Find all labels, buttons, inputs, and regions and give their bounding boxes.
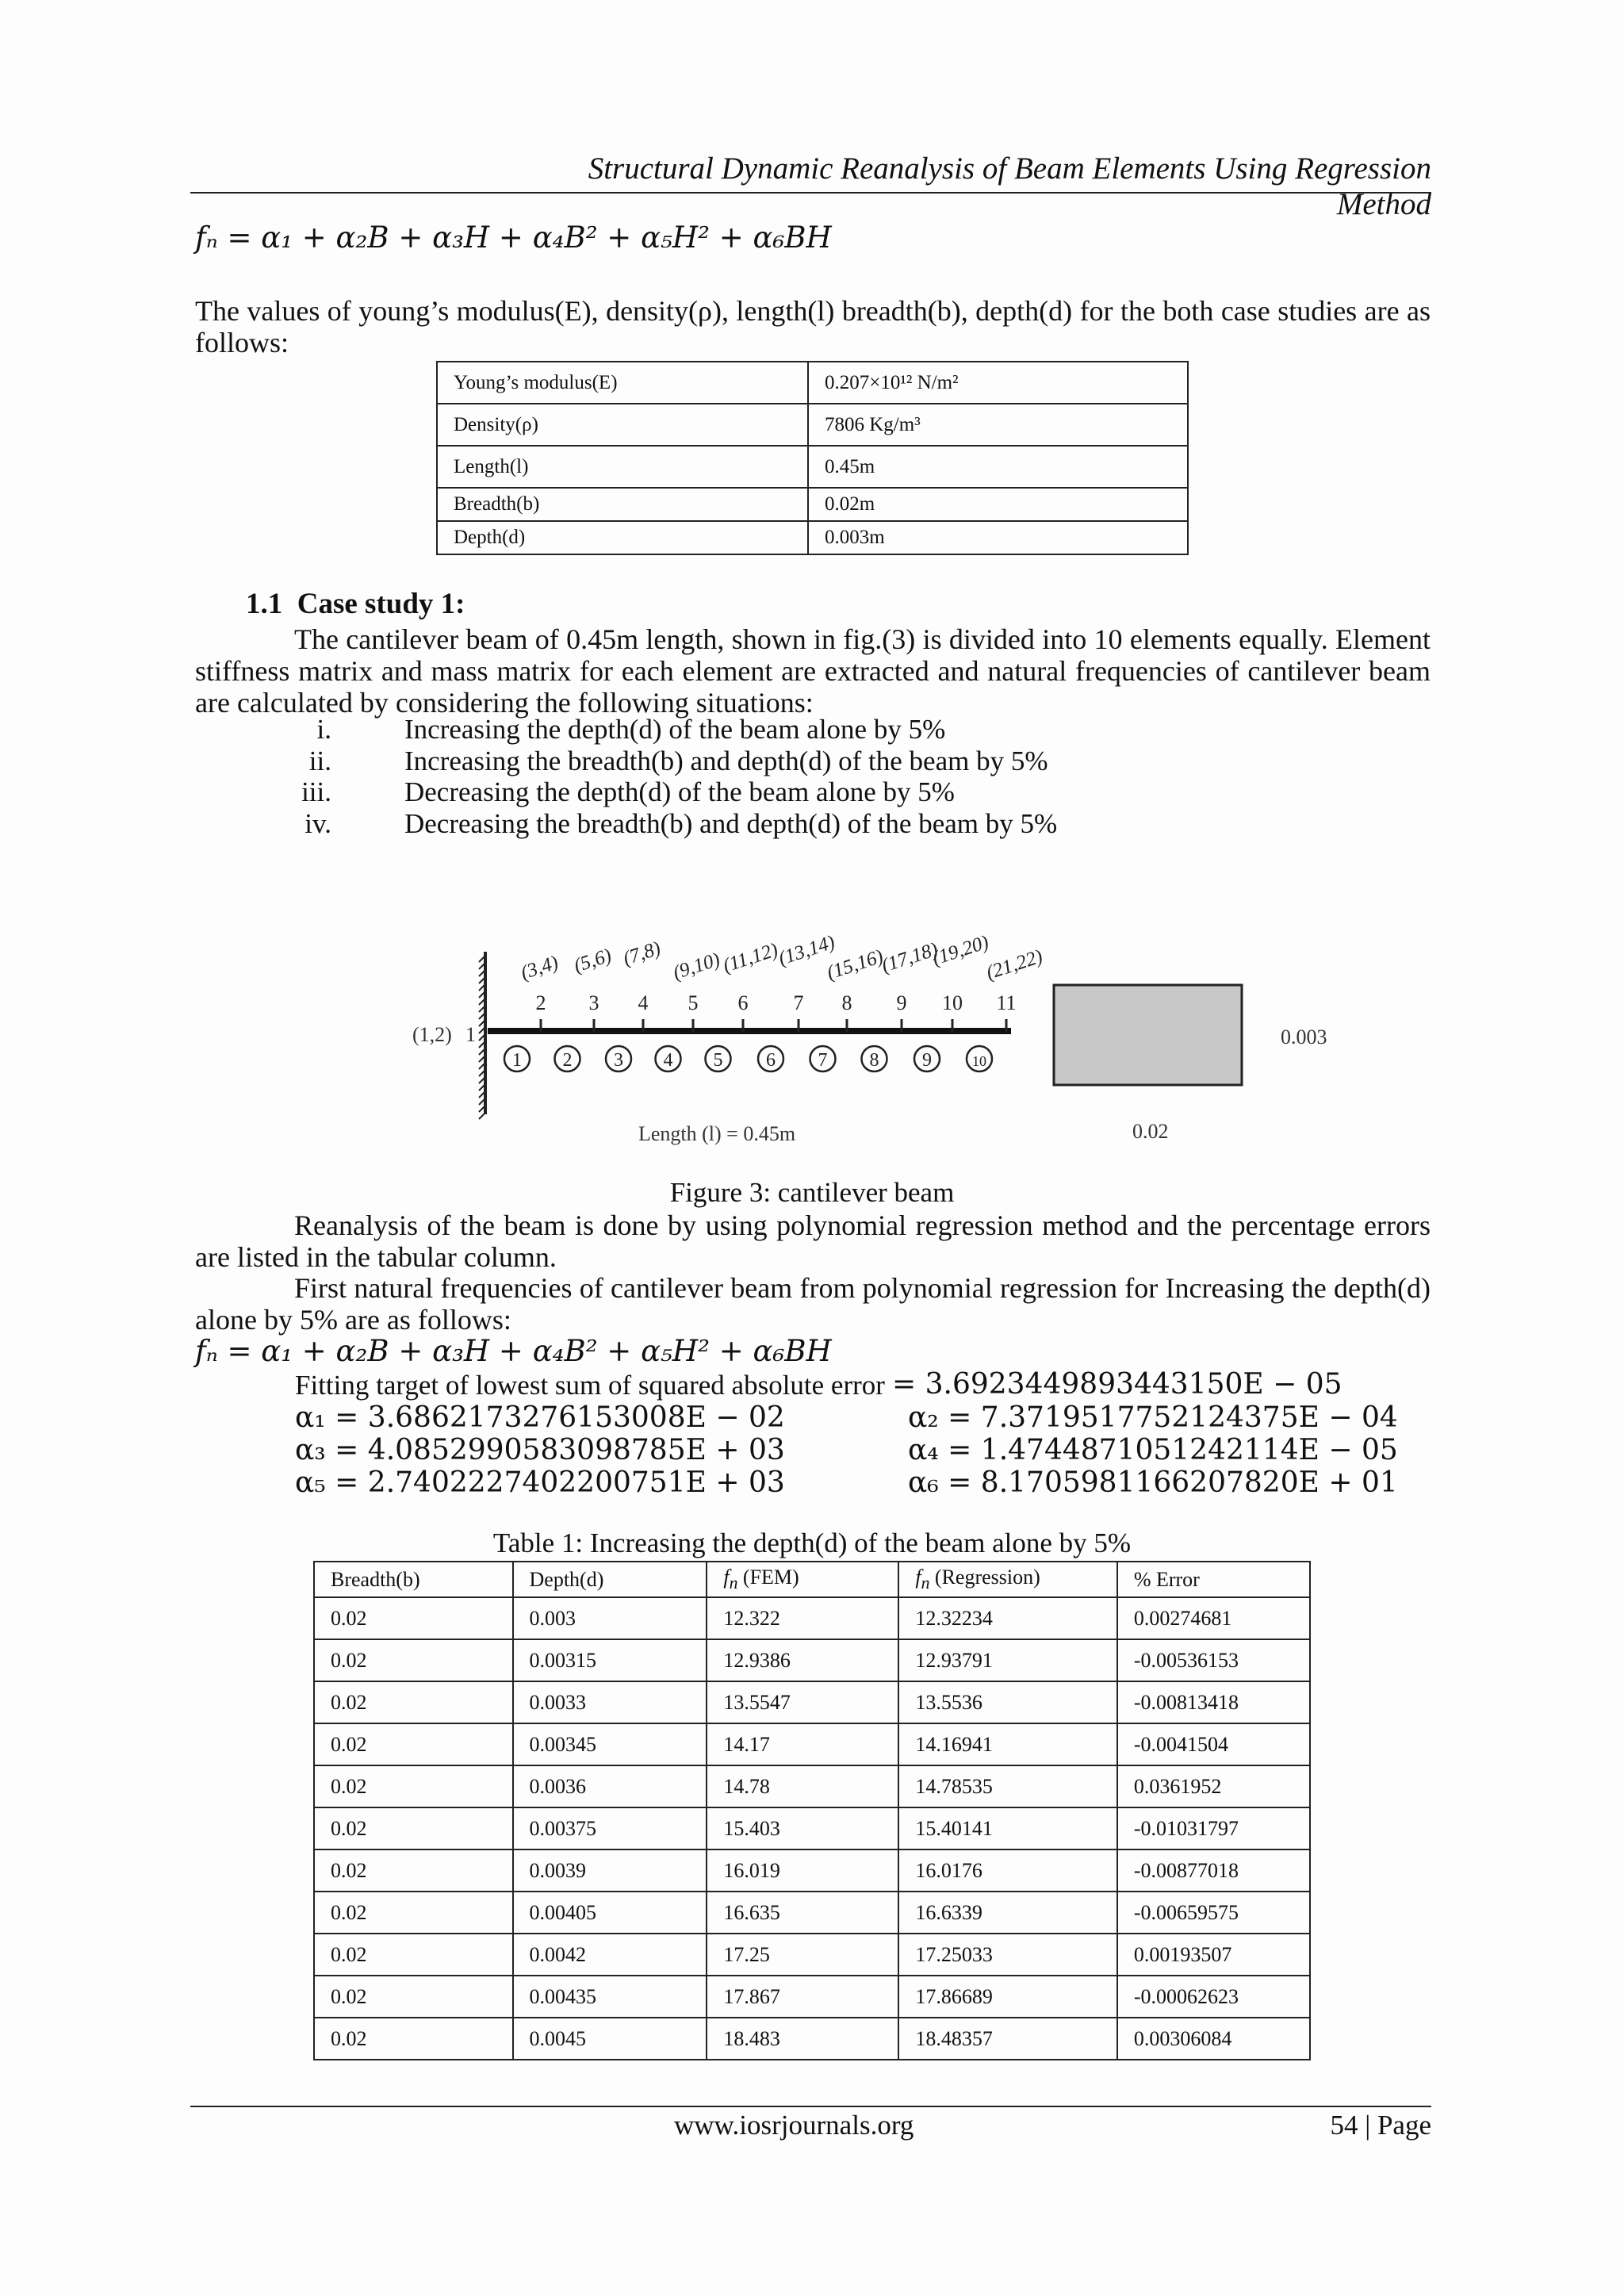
table-cell: 16.6339 <box>898 1892 1116 1934</box>
table-row <box>314 1639 1310 1681</box>
table-cell: -0.00813418 <box>1117 1681 1310 1723</box>
property-row <box>437 404 1188 446</box>
property-value: 0.207×10¹² N/m² <box>808 362 1188 404</box>
dof-label: (3,4) <box>518 952 561 984</box>
table-row <box>314 1681 1310 1723</box>
table-cell: -0.00062623 <box>1117 1976 1310 2018</box>
element-number: 6 <box>766 1050 776 1071</box>
fitting-value: = 3.6923449893443150E − 05 <box>892 1368 1342 1401</box>
section-title: Case study 1: <box>297 588 465 620</box>
table-cell: 14.78535 <box>898 1765 1116 1807</box>
table-cell: 0.0045 <box>513 2018 707 2060</box>
table-cell: 0.02 <box>314 1723 513 1765</box>
table-cell: 12.322 <box>707 1597 898 1639</box>
table-row <box>314 1934 1310 1976</box>
cantilever-beam-figure <box>396 892 1348 1162</box>
node-label: 8 <box>841 991 852 1014</box>
regression-equation: fₙ = α₁ + α₂B + α₃H + α₄B² + α₅H² + α₆BH <box>195 220 832 255</box>
table-cell: 13.5536 <box>898 1681 1116 1723</box>
situation-number: iii. <box>301 776 331 807</box>
situation-text: Increasing the depth(d) of the beam alone by 5% <box>404 714 946 745</box>
table-cell: 18.483 <box>707 2018 898 2060</box>
element-number: 1 <box>512 1050 522 1071</box>
alpha-6: α₆ = 8.1705981166207820E + 01 <box>908 1466 1398 1499</box>
table-cell: 0.02 <box>314 1597 513 1639</box>
column-header: Breadth(b) <box>314 1562 513 1597</box>
table-cell: 16.635 <box>707 1892 898 1934</box>
footer-rule <box>190 2106 1431 2107</box>
table-cell: -0.0041504 <box>1117 1723 1310 1765</box>
table-cell: 14.16941 <box>898 1723 1116 1765</box>
dof-label: (21,22) <box>983 945 1046 984</box>
dof-label: (5,6) <box>571 945 615 977</box>
table-header-row <box>314 1562 1310 1597</box>
table-cell: 17.25 <box>707 1934 898 1976</box>
table-cell: 16.019 <box>707 1849 898 1892</box>
node-label: 10 <box>942 991 963 1014</box>
table-cell: -0.01031797 <box>1117 1807 1310 1849</box>
table-cell: 0.0042 <box>513 1934 707 1976</box>
situation-number: i. <box>316 714 331 745</box>
node-label: 6 <box>737 991 749 1014</box>
situation-number: ii. <box>308 745 331 776</box>
table-row <box>314 1765 1310 1807</box>
table-row <box>314 1849 1310 1892</box>
table-cell: 18.48357 <box>898 2018 1116 2060</box>
cross-section-rect <box>1054 985 1242 1085</box>
alpha-2: α₂ = 7.3719517752124375E − 04 <box>908 1401 1398 1434</box>
table-cell: 0.02 <box>314 1976 513 2018</box>
node-label: 9 <box>896 991 907 1014</box>
table-cell: 0.02 <box>314 1807 513 1849</box>
results-table <box>313 1561 1311 2060</box>
node-label: 3 <box>588 991 599 1014</box>
dof-label: (7,8) <box>620 937 664 970</box>
property-name: Breadth(b) <box>437 488 808 521</box>
element-number: 9 <box>922 1050 932 1071</box>
section-number: 1.1 <box>246 588 283 620</box>
table-cell: 0.02 <box>314 2018 513 2060</box>
figure-caption: Figure 3: cantilever beam <box>669 1177 955 1208</box>
element-number: 5 <box>713 1050 723 1071</box>
property-row <box>437 488 1188 521</box>
column-header: Depth(d) <box>513 1562 707 1597</box>
alpha-5: α₅ = 2.7402227402200751E + 03 <box>295 1466 785 1499</box>
table-cell: 12.32234 <box>898 1597 1116 1639</box>
depth-label: 0.003 <box>1281 1025 1327 1048</box>
running-header: Structural Dynamic Reanalysis of Beam Elements Using Regression Method <box>588 151 1431 221</box>
table-cell: 0.00306084 <box>1117 2018 1310 2060</box>
table-cell: 0.00193507 <box>1117 1934 1310 1976</box>
element-number: 3 <box>614 1050 623 1071</box>
reanalysis-paragraph: Reanalysis of the beam is done by using polynomial regression method and the percentage errors are listed in the tabular column. <box>195 1209 1431 1273</box>
table-cell: 16.0176 <box>898 1849 1116 1892</box>
table-cell: 0.02 <box>314 1934 513 1976</box>
table-cell: 15.403 <box>707 1807 898 1849</box>
table-cell: 0.0361952 <box>1117 1765 1310 1807</box>
element-number: 7 <box>818 1050 828 1071</box>
property-row <box>437 446 1188 488</box>
property-value: 0.45m <box>808 446 1188 488</box>
situation-text: Increasing the breadth(b) and depth(d) of the beam by 5% <box>404 745 1048 776</box>
column-header: $f_n$ (FEM) <box>707 1562 898 1597</box>
table-cell: 15.40141 <box>898 1807 1116 1849</box>
column-header: % Error <box>1117 1562 1310 1597</box>
case-study-paragraph: The cantilever beam of 0.45m length, shown in fig.(3) is divided into 10 elements equally. Element stiffness matrix and mass matrix for each element are extracted and natural frequencies of cantilever beam are calculated by considering the following situations: <box>195 623 1431 719</box>
section-heading <box>246 587 465 621</box>
root-dof-label: (1,2) <box>412 1023 452 1046</box>
property-row <box>437 521 1188 554</box>
table-cell: 14.78 <box>707 1765 898 1807</box>
property-row <box>437 362 1188 404</box>
breadth-label: 0.02 <box>1132 1120 1169 1143</box>
property-name: Young’s modulus(E) <box>437 362 808 404</box>
node-label: 7 <box>793 991 804 1014</box>
dof-label: (11,12) <box>720 939 781 977</box>
situation-number: iv. <box>304 807 331 839</box>
table-cell: 0.00315 <box>513 1639 707 1681</box>
table-row <box>314 1807 1310 1849</box>
column-header: $f_n$ (Regression) <box>898 1562 1116 1597</box>
property-value: 7806 Kg/m³ <box>808 404 1188 446</box>
table-cell: 17.867 <box>707 1976 898 2018</box>
table-cell: 14.17 <box>707 1723 898 1765</box>
table-cell: -0.00659575 <box>1117 1892 1310 1934</box>
situation-text: Decreasing the breadth(b) and depth(d) of the beam by 5% <box>404 807 1058 839</box>
table-cell: 0.003 <box>513 1597 707 1639</box>
table-cell: 12.9386 <box>707 1639 898 1681</box>
table1-caption: Table 1: Increasing the depth(d) of the beam alone by 5% <box>492 1527 1132 1558</box>
first-frequency-paragraph: First natural frequencies of cantilever beam from polynomial regression for Increasing the depth(d) alone by 5% are as follows: <box>195 1272 1431 1336</box>
table-cell: 0.00375 <box>513 1807 707 1849</box>
property-value: 0.003m <box>808 521 1188 554</box>
table-cell: -0.00877018 <box>1117 1849 1310 1892</box>
element-number: 8 <box>869 1050 879 1071</box>
table-cell: 0.00345 <box>513 1723 707 1765</box>
table-cell: 17.25033 <box>898 1934 1116 1976</box>
table-cell: 0.00405 <box>513 1892 707 1934</box>
table-cell: 13.5547 <box>707 1681 898 1723</box>
table-row <box>314 1892 1310 1934</box>
table-cell: 0.02 <box>314 1681 513 1723</box>
element-number: 4 <box>663 1050 673 1071</box>
node-label: 5 <box>688 991 699 1014</box>
table-row <box>314 1976 1310 2018</box>
table-row <box>314 2018 1310 2060</box>
table-cell: 0.02 <box>314 1765 513 1807</box>
dof-label: (13,14) <box>776 931 838 970</box>
table-cell: 0.00435 <box>513 1976 707 2018</box>
node-label: 2 <box>535 991 546 1014</box>
property-name: Length(l) <box>437 446 808 488</box>
property-value: 0.02m <box>808 488 1188 521</box>
fitting-label: Fitting target of lowest sum of squared absolute error <box>295 1370 885 1401</box>
alpha-3: α₃ = 4.0852990583098785E + 03 <box>295 1434 785 1466</box>
table-cell: 0.02 <box>314 1639 513 1681</box>
element-number: 10 <box>972 1053 986 1069</box>
dof-label: (19,20) <box>929 931 992 970</box>
footer-page: 54 | Page <box>1330 2110 1431 2141</box>
dof-label: (15,16) <box>824 945 887 984</box>
table-cell: 17.86689 <box>898 1976 1116 2018</box>
table-cell: 0.00274681 <box>1117 1597 1310 1639</box>
table-cell: 0.02 <box>314 1849 513 1892</box>
footer-site: www.iosrjournals.org <box>674 2110 914 2141</box>
table-cell: 0.02 <box>314 1892 513 1934</box>
node-label: 11 <box>996 991 1017 1014</box>
material-properties-table <box>436 361 1189 555</box>
intro-paragraph: The values of young’s modulus(E), density(ρ), length(l) breadth(b), depth(d) for the both case studies are as follows: <box>195 295 1431 358</box>
element-number: 2 <box>562 1050 573 1071</box>
property-name: Depth(d) <box>437 521 808 554</box>
dof-label: (9,10) <box>670 949 723 984</box>
situation-text: Decreasing the depth(d) of the beam alone by 5% <box>404 776 955 807</box>
alpha-1: α₁ = 3.6862173276153008E − 02 <box>295 1401 785 1434</box>
property-name: Density(ρ) <box>437 404 808 446</box>
table-row <box>314 1597 1310 1639</box>
node-label: 1 <box>465 1023 476 1046</box>
table-cell: 0.0036 <box>513 1765 707 1807</box>
node-label: 4 <box>638 991 649 1014</box>
table-cell: 0.0039 <box>513 1849 707 1892</box>
table-cell: -0.00536153 <box>1117 1639 1310 1681</box>
table-cell: 0.0033 <box>513 1681 707 1723</box>
header-rule <box>190 192 1431 194</box>
support-hatch <box>479 1113 485 1119</box>
dof-label: (17,18) <box>879 938 941 977</box>
regression-equation-2: fₙ = α₁ + α₂B + α₃H + α₄B² + α₅H² + α₆BH <box>195 1334 832 1368</box>
table-row <box>314 1723 1310 1765</box>
alpha-4: α₄ = 1.4744871051242114E − 05 <box>908 1434 1398 1466</box>
table-cell: 12.93791 <box>898 1639 1116 1681</box>
length-label: Length (l) = 0.45m <box>638 1122 796 1145</box>
